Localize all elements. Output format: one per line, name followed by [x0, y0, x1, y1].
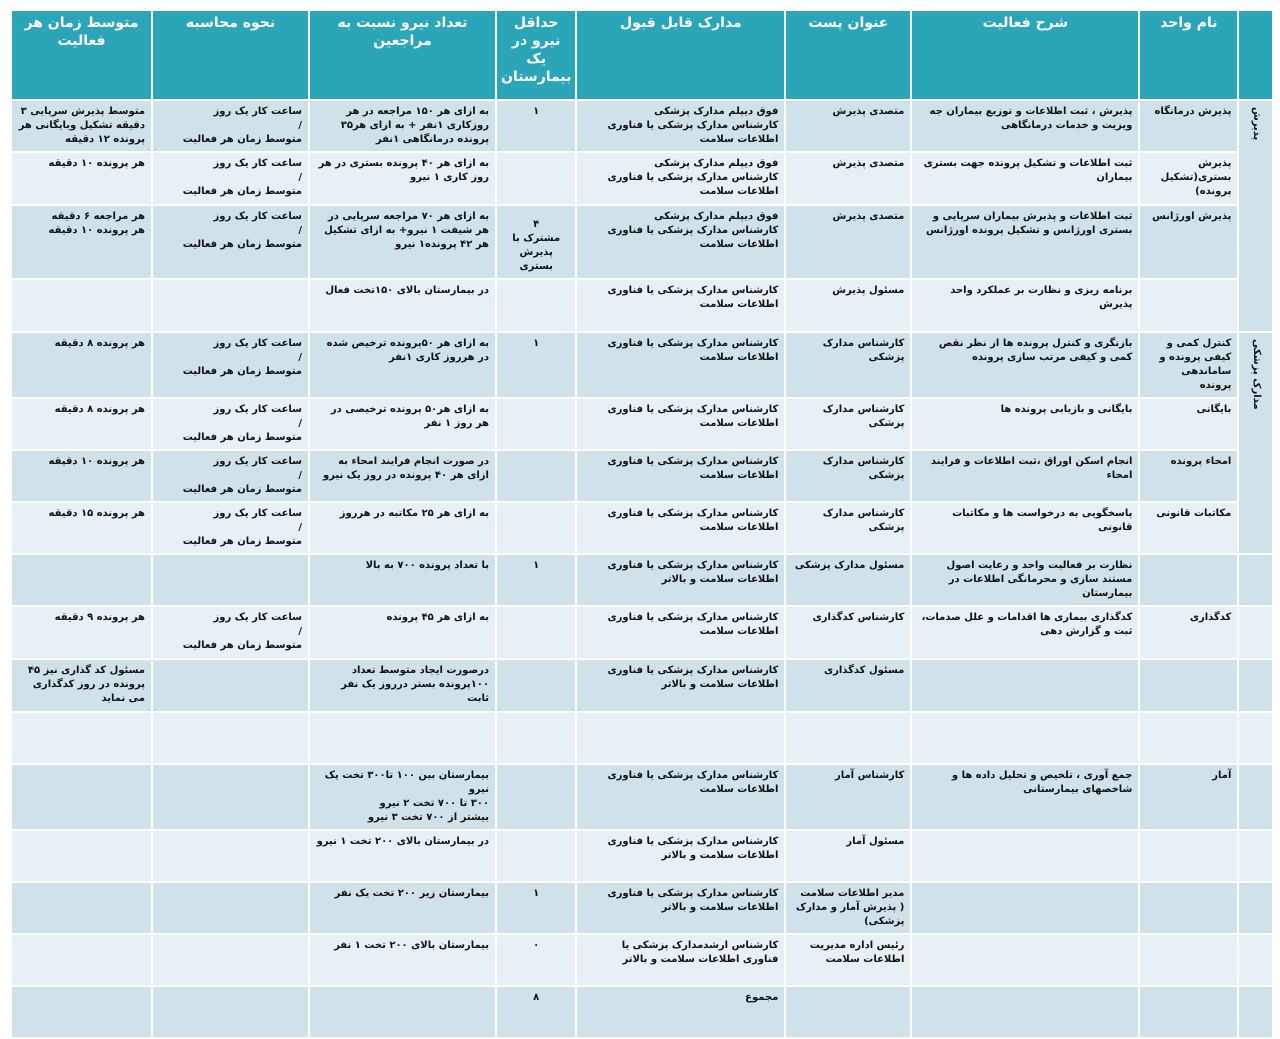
avg-time-cell: [11, 279, 152, 332]
unit-cell: پذیرش اورژانس: [1139, 205, 1238, 279]
documents-cell: کارشناس مدارک پزشکی یا فناوری اطلاعات سلامت و بالاتر: [576, 830, 785, 882]
method-cell: ساعت کار یک روز / متوسط زمان هر فعالیت: [152, 606, 309, 659]
unit-cell: کنترل کمی و کیفی پرونده و ساماندهی پرونده: [1139, 332, 1238, 398]
post-cell: رئیس اداره مدیریت اطلاعات سلامت: [785, 934, 911, 986]
min-staff-cell: [496, 764, 576, 830]
table-row: [11, 205, 1273, 279]
table-row: [11, 554, 1273, 606]
activity-cell: کدگذاری بیماری ها اقدامات و علل صدمات، ثبت و گزارش دهی: [911, 606, 1139, 659]
staff-ratio-cell: به ازای هر ۱۵۰ مراجعه در هر روزکاری ۱نفر + به ازای هر۳۵ پرونده درمانگاهی ۱نفر: [309, 100, 496, 152]
avg-time-cell: هر پرونده ۱۰ دقیقه: [11, 152, 152, 205]
staff-ratio-cell: به ازای هر ۲۵ مکاتبه در هرروز: [309, 502, 496, 554]
activity-cell: [911, 934, 1139, 986]
staff-ratio-cell: با تعداد پرونده ۷۰۰ به بالا: [309, 554, 496, 606]
post-cell: کارشناس مدارک پزشکی: [785, 450, 911, 502]
method-cell: [152, 554, 309, 606]
min-staff-cell: ۱: [496, 332, 576, 398]
min-staff-cell: [496, 606, 576, 659]
table-row: [11, 279, 1273, 332]
activity-cell: انجام اسکن اوراق ،ثبت اطلاعات و فرایند امحاء: [911, 450, 1139, 502]
header-documents: مدارک قابل قبول: [576, 10, 785, 100]
method-cell: [152, 712, 309, 764]
activity-cell: پاسخگویی به درخواست ها و مکاتبات قانونی: [911, 502, 1139, 554]
activity-cell: برنامه ریزی و نظارت بر عملکرد واحد پذیرش: [911, 279, 1139, 332]
documents-cell: کارشناس مدارک پزشکی یا فناوری اطلاعات سلامت و بالاتر: [576, 554, 785, 606]
activity-cell: ثبت اطلاعات و پذیرش بیماران سرپایی و بستری اورژانس و تشکیل پرونده اورژانس: [911, 205, 1139, 279]
staffing-table: [10, 9, 1274, 1039]
activity-cell: [911, 659, 1139, 712]
unit-cell: [1139, 554, 1238, 606]
method-cell: ساعت کار یک روز / متوسط زمان هر فعالیت: [152, 450, 309, 502]
activity-cell: [911, 830, 1139, 882]
documents-cell: کارشناس مدارک پزشکی یا فناوری اطلاعات سلامت: [576, 279, 785, 332]
unit-cell: [1139, 712, 1238, 764]
activity-cell: نظارت بر فعالیت واحد و رعایت اصول مستند سازی و محرمانگی اطلاعات در بیمارستان: [911, 554, 1139, 606]
unit-cell: [1139, 934, 1238, 986]
activity-cell: [911, 882, 1139, 934]
unit-cell: پذیرش بستری(تشکیل پرونده): [1139, 152, 1238, 205]
post-cell: مسئول کدگذاری: [785, 659, 911, 712]
table-row: [11, 659, 1273, 712]
staff-ratio-cell: درصورت ایجاد متوسط تعداد ۱۰۰پرونده بستر درروز یک نفر ثابت: [309, 659, 496, 712]
post-cell: کارشناس مدارک پزشکی: [785, 332, 911, 398]
post-cell: کارشناس مدارک پزشکی: [785, 398, 911, 450]
avg-time-cell: [11, 830, 152, 882]
staff-ratio-cell: به ازای هر ۴۵ پرونده: [309, 606, 496, 659]
staff-ratio-cell: بیمارستان بین ۱۰۰ تا۳۰۰ تخت یک نیرو ۳۰۰ تا ۷۰۰ تخت ۲ نیرو بیشتر از ۷۰۰ تخت ۳ نیرو: [309, 764, 496, 830]
unit-cell: [1139, 830, 1238, 882]
group-spacer-cell: [1238, 882, 1273, 934]
avg-time-cell: [11, 986, 152, 1038]
documents-cell: کارشناس مدارک پزشکی یا فناوری اطلاعات سلامت و بالاتر: [576, 659, 785, 712]
min-staff-cell: ۴ مشترک با پذیرش بستری: [496, 205, 576, 279]
header-activity: شرح فعالیت: [911, 10, 1139, 100]
header-group-spacer: [1238, 10, 1273, 100]
method-cell: [152, 659, 309, 712]
min-staff-cell: [496, 152, 576, 205]
post-cell: کارشناس مدارک پزشکی: [785, 502, 911, 554]
post-cell: [785, 986, 911, 1038]
avg-time-cell: [11, 934, 152, 986]
avg-time-cell: هر پرونده ۱۵ دقیقه: [11, 502, 152, 554]
group-spacer-cell: [1238, 986, 1273, 1038]
avg-time-cell: متوسط پذیرش سرپایی ۳ دقیقه تشکیل وبایگانی هر پرونده ۱۲ دقیقه: [11, 100, 152, 152]
min-staff-cell: [496, 712, 576, 764]
method-cell: ساعت کار یک روز / متوسط زمان هر فعالیت: [152, 502, 309, 554]
table-row: [11, 152, 1273, 205]
post-cell: مدیر اطلاعات سلامت ( پذیرش آمار و مدارک پزشکی): [785, 882, 911, 934]
method-cell: [152, 986, 309, 1038]
documents-cell: کارشناس مدارک پزشکی یا فناوری اطلاعات سلامت: [576, 398, 785, 450]
min-staff-cell: ۱: [496, 100, 576, 152]
table-row: [11, 450, 1273, 502]
avg-time-cell: مسئول کد گذاری نیز ۴۵ پرونده در روز کدگذاری می نماید: [11, 659, 152, 712]
avg-time-cell: هر پرونده ۸ دقیقه: [11, 332, 152, 398]
activity-cell: ثبت اطلاعات و تشکیل پرونده جهت بستری بیماران: [911, 152, 1139, 205]
header-post: عنوان پست: [785, 10, 911, 100]
post-cell: کارشناس آمار: [785, 764, 911, 830]
avg-time-cell: [11, 554, 152, 606]
documents-cell: کارشناس مدارک پزشکی یا فناوری اطلاعات سلامت: [576, 332, 785, 398]
min-staff-cell: [496, 279, 576, 332]
min-staff-cell: ۱: [496, 882, 576, 934]
group-spacer-cell: [1238, 554, 1273, 606]
staff-ratio-cell: [309, 986, 496, 1038]
post-cell: متصدی پذیرش: [785, 205, 911, 279]
table-row: [11, 764, 1273, 830]
documents-cell: کارشناس مدارک پزشکی یا فناوری اطلاعات سلامت: [576, 764, 785, 830]
staff-ratio-cell: در صورت انجام فرایند امحاء به ازای هر ۴۰ پرونده در روز یک نیرو: [309, 450, 496, 502]
method-cell: [152, 882, 309, 934]
avg-time-cell: [11, 712, 152, 764]
staff-ratio-cell: به ازای هر۵۰ پرونده ترخیصی در هر روز ۱ نفر: [309, 398, 496, 450]
staff-ratio-cell: بیمارستان بالای ۲۰۰ تخت ۱ نفر: [309, 934, 496, 986]
header-method: نحوه محاسبه: [152, 10, 309, 100]
method-cell: [152, 764, 309, 830]
unit-cell: [1139, 279, 1238, 332]
unit-cell: امحاء پرونده: [1139, 450, 1238, 502]
table-row: [11, 830, 1273, 882]
avg-time-cell: [11, 764, 152, 830]
min-staff-cell: [496, 502, 576, 554]
total-row: [11, 986, 1273, 1038]
post-cell: مسئول مدارک پزشکی: [785, 554, 911, 606]
unit-cell: بایگانی: [1139, 398, 1238, 450]
method-cell: ساعت کار یک روز / متوسط زمان هر فعالیت: [152, 100, 309, 152]
documents-cell: کارشناس مدارک پزشکی یا فناوری اطلاعات سلامت و بالاتر: [576, 882, 785, 934]
post-cell: کارشناس کدگذاری: [785, 606, 911, 659]
method-cell: [152, 830, 309, 882]
avg-time-cell: هر پرونده ۸ دقیقه: [11, 398, 152, 450]
table-row: [11, 502, 1273, 554]
documents-cell: کارشناس مدارک پزشکی یا فناوری اطلاعات سلامت: [576, 450, 785, 502]
total-label: مجموع: [576, 986, 785, 1038]
header-row: [11, 10, 1273, 100]
group-spacer-cell: [1238, 934, 1273, 986]
min-staff-cell: [496, 450, 576, 502]
min-staff-cell: ۰: [496, 934, 576, 986]
unit-cell: [1139, 659, 1238, 712]
avg-time-cell: [11, 882, 152, 934]
post-cell: مسئول آمار: [785, 830, 911, 882]
post-cell: [785, 712, 911, 764]
group-spacer-cell: [1238, 712, 1273, 764]
group-label-reception: پذیرش: [1238, 100, 1273, 332]
min-staff-cell: [496, 398, 576, 450]
avg-time-cell: هر پرونده ۱۰ دقیقه: [11, 450, 152, 502]
min-staff-cell: [496, 659, 576, 712]
activity-cell: بایگانی و بازیابی پرونده ها: [911, 398, 1139, 450]
table-row: [11, 934, 1273, 986]
staff-ratio-cell: در بیمارستان بالای ۲۰۰ تخت ۱ نیرو: [309, 830, 496, 882]
staff-ratio-cell: بیمارستان زیر ۲۰۰ تخت یک نفر: [309, 882, 496, 934]
table-row: [11, 882, 1273, 934]
post-cell: متصدی پذیرش: [785, 152, 911, 205]
activity-cell: پذیرش ، ثبت اطلاعات و توزیع بیماران جه ویزیت و خدمات درمانگاهی: [911, 100, 1139, 152]
header-min-staff: حداقل نیرو در یک بیمارستان: [496, 10, 576, 100]
avg-time-cell: هر مراجعه ۶ دقیقه هر پرونده ۱۰ دقیقه: [11, 205, 152, 279]
unit-cell: آمار: [1139, 764, 1238, 830]
group-spacer-cell: [1238, 659, 1273, 712]
table-row: [11, 398, 1273, 450]
table-row: [11, 712, 1273, 764]
header-avg-time: متوسط زمان هر فعالیت: [11, 10, 152, 100]
activity-cell: جمع آوری ، تلخیص و تحلیل داده ها و شاخصهای بیمارستانی: [911, 764, 1139, 830]
unit-cell: [1139, 986, 1238, 1038]
staff-ratio-cell: به ازای هر ۵۰پرونده ترخیص شده در هرروز کاری ۱نفر: [309, 332, 496, 398]
min-staff-cell: [496, 830, 576, 882]
method-cell: ساعت کار یک روز / متوسط زمان هر فعالیت: [152, 152, 309, 205]
documents-cell: [576, 712, 785, 764]
documents-cell: کارشناس مدارک پزشکی یا فناوری اطلاعات سلامت: [576, 502, 785, 554]
header-unit: نام واحد: [1139, 10, 1238, 100]
unit-cell: کدگذاری: [1139, 606, 1238, 659]
group-label-medical-records: مدارک پزشکی: [1238, 332, 1273, 554]
staff-ratio-cell: [309, 712, 496, 764]
table-row: [11, 606, 1273, 659]
min-staff-cell: ۱: [496, 554, 576, 606]
method-cell: [152, 934, 309, 986]
total-staff-value: ۸: [496, 986, 576, 1038]
table-row: [11, 332, 1273, 398]
unit-cell: مکاتبات قانونی: [1139, 502, 1238, 554]
method-cell: ساعت کار یک روز / متوسط زمان هر فعالیت: [152, 205, 309, 279]
documents-cell: فوق دیپلم مدارک پزشکی کارشناس مدارک پزشکی یا فناوری اطلاعات سلامت: [576, 152, 785, 205]
post-cell: مسئول پذیرش: [785, 279, 911, 332]
method-cell: ساعت کار یک روز / متوسط زمان هر فعالیت: [152, 398, 309, 450]
documents-cell: فوق دیپلم مدارک پزشکی کارشناس مدارک پزشکی یا فناوری اطلاعات سلامت: [576, 205, 785, 279]
table-row: [11, 100, 1273, 152]
activity-cell: [911, 986, 1139, 1038]
documents-cell: کارشناس ارشدمدارک پزشکی یا فناوری اطلاعات سلامت و بالاتر: [576, 934, 785, 986]
header-staff-ratio: تعداد نیرو نسبت به مراجعین: [309, 10, 496, 100]
documents-cell: کارشناس مدارک پزشکی یا فناوری اطلاعات سلامت: [576, 606, 785, 659]
method-cell: ساعت کار یک روز / متوسط زمان هر فعالیت: [152, 332, 309, 398]
activity-cell: [911, 712, 1139, 764]
staff-ratio-cell: در بیمارستان بالای ۱۵۰تخت فعال: [309, 279, 496, 332]
activity-cell: بازنگری و کنترل پرونده ها از نظر نقص کمی و کیفی مرتب سازی پرونده: [911, 332, 1139, 398]
staff-ratio-cell: به ازای هر ۷۰ مراجعه سرپایی در هر شیفت ۱ نیرو+ به ازای تشکیل هر ۴۲ پرونده۱ نیرو: [309, 205, 496, 279]
avg-time-cell: هر پرونده ۹ دقیقه: [11, 606, 152, 659]
group-spacer-cell: [1238, 606, 1273, 659]
method-cell: [152, 279, 309, 332]
documents-cell: فوق دیپلم مدارک پزشکی کارشناس مدارک پزشکی یا فناوری اطلاعات سلامت: [576, 100, 785, 152]
post-cell: متصدی پذیرش: [785, 100, 911, 152]
group-spacer-cell: [1238, 764, 1273, 830]
group-spacer-cell: [1238, 830, 1273, 882]
unit-cell: [1139, 882, 1238, 934]
unit-cell: پذیرش درمانگاه: [1139, 100, 1238, 152]
staff-ratio-cell: به ازای هر ۴۰ پرونده بستری در هر روز کاری ۱ نیرو: [309, 152, 496, 205]
